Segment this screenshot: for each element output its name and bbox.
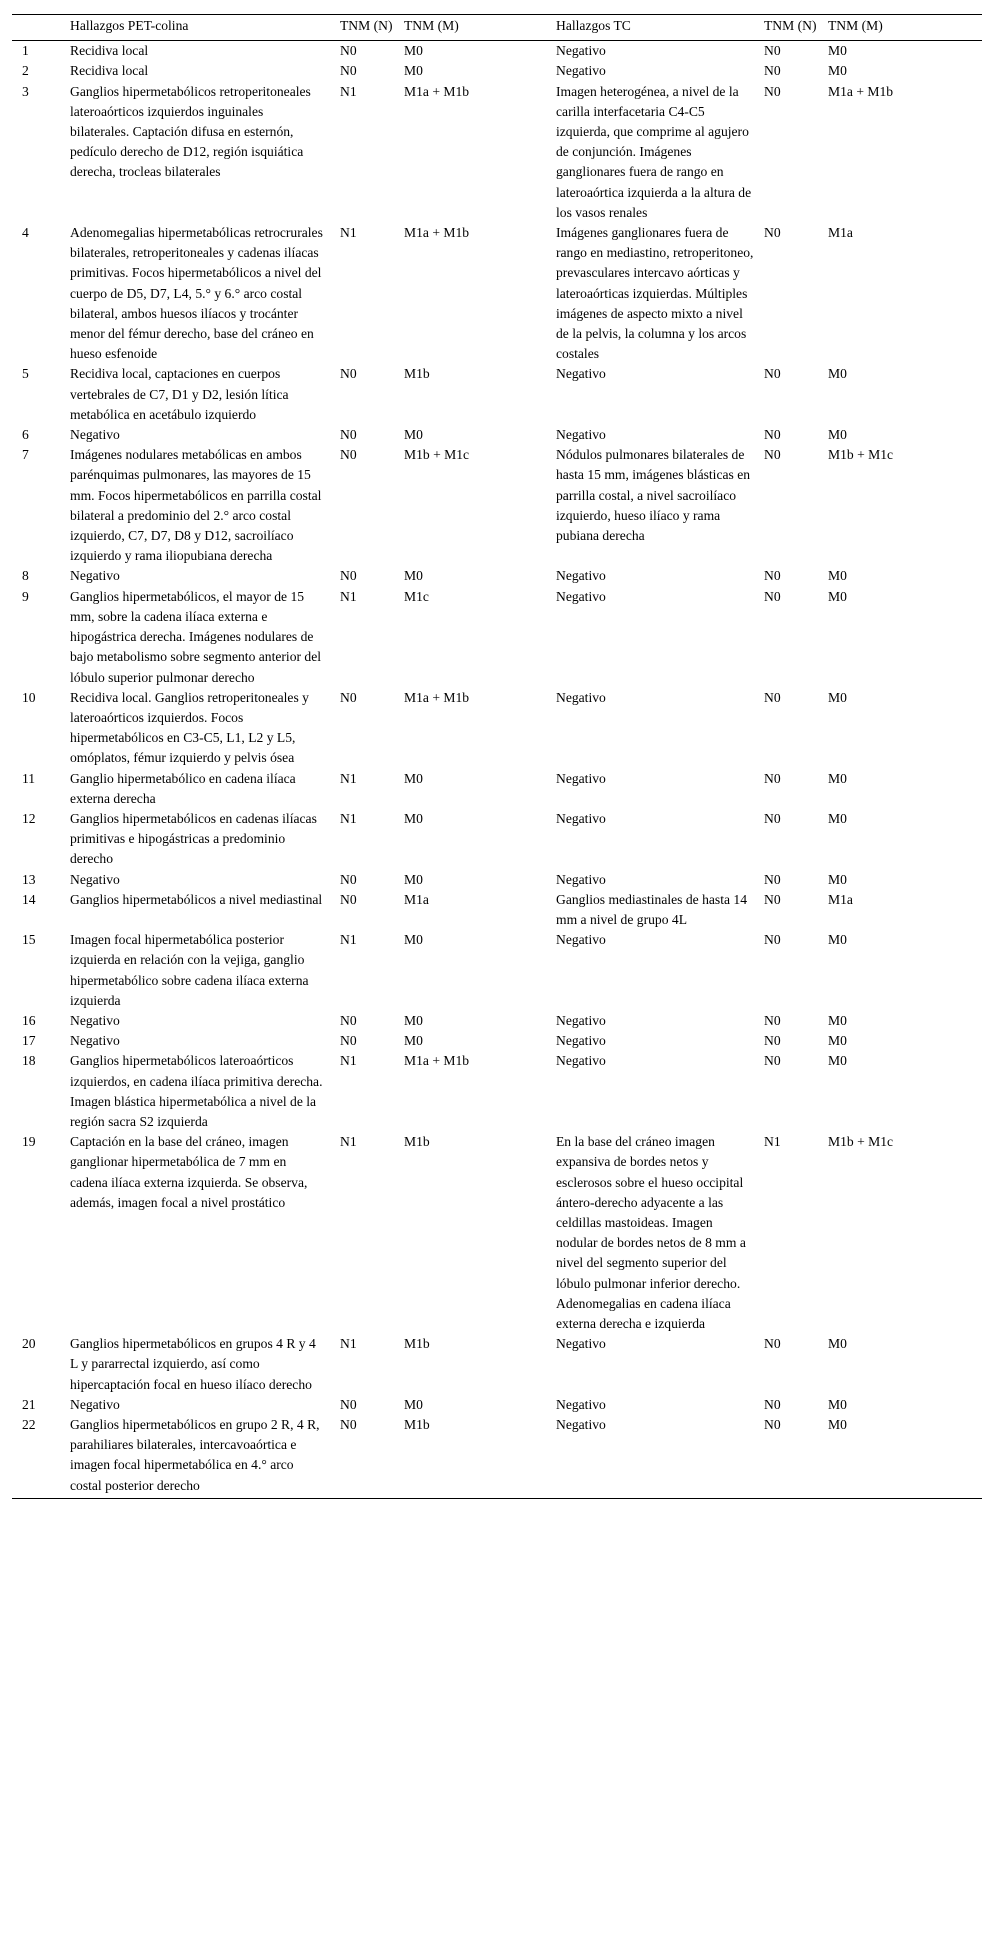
pet-findings: Ganglios hipermetabólicos, el mayor de 15 mm, sobre la cadena ilíaca externa e hipogástrica derecha. Imágenes nodulares de bajo metabolismo sobre segmento anterior del lóbulo superior pulmonar derecho bbox=[70, 588, 322, 685]
table-row bbox=[12, 890, 982, 930]
pet-tnm-n: N0 bbox=[340, 366, 357, 382]
table-header bbox=[12, 15, 982, 41]
table-row bbox=[12, 1051, 982, 1132]
tc-findings: Negativo bbox=[556, 871, 606, 887]
pet-tnm-m: M0 bbox=[404, 1396, 423, 1412]
row-number: 20 bbox=[22, 1336, 36, 1352]
tc-tnm-n: N0 bbox=[764, 932, 781, 948]
pet-tnm-n: N1 bbox=[340, 1134, 357, 1150]
table-row bbox=[12, 1334, 982, 1395]
tc-tnm-m: M0 bbox=[828, 1336, 847, 1352]
tc-tnm-m: M0 bbox=[828, 1396, 847, 1412]
pet-findings: Captación en la base del cráneo, imagen ganglionar hipermetabólica de 7 mm en cadena ilíaca externa izquierda. Se observa, además, imagen focal a nivel prostático bbox=[70, 1134, 308, 1210]
row-number: 8 bbox=[22, 568, 29, 584]
row-number: 21 bbox=[22, 1396, 36, 1412]
header-pet-tnm-m: TNM (M) bbox=[404, 15, 556, 41]
row-number: 2 bbox=[22, 63, 29, 79]
pet-tnm-m: M0 bbox=[404, 810, 423, 826]
pet-tnm-m: M0 bbox=[404, 427, 423, 443]
pet-tnm-m: M1b bbox=[404, 366, 430, 382]
pet-findings: Ganglios hipermetabólicos lateroaórticos izquierdos, en cadena ilíaca primitiva derecha. Imagen blástica hipermetabólica a nivel de la región sacra S2 izquierda bbox=[70, 1053, 323, 1129]
tc-tnm-m: M1b + M1c bbox=[828, 447, 894, 463]
row-number: 12 bbox=[22, 810, 36, 826]
table-row bbox=[12, 587, 982, 688]
tc-tnm-n: N0 bbox=[764, 568, 781, 584]
pet-tnm-n: N1 bbox=[340, 83, 357, 99]
header-tc-findings: Hallazgos TC bbox=[556, 15, 764, 41]
table-row bbox=[12, 82, 982, 223]
tc-findings: Negativo bbox=[556, 366, 606, 382]
tc-findings: Negativo bbox=[556, 1053, 606, 1069]
table-row bbox=[12, 223, 982, 364]
tc-tnm-n: N0 bbox=[764, 770, 781, 786]
pet-tnm-n: N0 bbox=[340, 427, 357, 443]
row-number: 14 bbox=[22, 891, 36, 907]
row-number: 11 bbox=[22, 770, 36, 786]
pet-findings: Ganglios hipermetabólicos a nivel mediastinal bbox=[70, 891, 323, 907]
tc-tnm-n: N0 bbox=[764, 1396, 781, 1412]
table-row bbox=[12, 566, 982, 586]
row-number: 5 bbox=[22, 366, 29, 382]
pet-tnm-m: M1b + M1c bbox=[404, 447, 470, 463]
row-number: 15 bbox=[22, 932, 36, 948]
tc-findings: Imagen heterogénea, a nivel de la carilla interfacetaria C4-C5 izquierda, que comprime al agujero de conjunción. Imágenes ganglionares fuera de rango en lateroaórtica izquierda a la altura de los vasos renales bbox=[556, 83, 752, 220]
pet-tnm-m: M0 bbox=[404, 1012, 423, 1028]
tc-tnm-n: N0 bbox=[764, 63, 781, 79]
pet-findings: Ganglios hipermetabólicos en grupos 4 R y 4 L y pararrectal izquierdo, así como hipercaptación focal en hueso ilíaco derecho bbox=[70, 1336, 316, 1392]
row-number: 13 bbox=[22, 871, 36, 887]
tc-findings: Negativo bbox=[556, 427, 606, 443]
pet-findings: Negativo bbox=[70, 568, 120, 584]
tc-tnm-n: N1 bbox=[764, 1134, 781, 1150]
table-row bbox=[12, 870, 982, 890]
pet-tnm-n: N1 bbox=[340, 1336, 357, 1352]
tc-findings: Negativo bbox=[556, 1336, 606, 1352]
row-number: 19 bbox=[22, 1134, 36, 1150]
tc-tnm-m: M0 bbox=[828, 427, 847, 443]
pet-tnm-m: M1a + M1b bbox=[404, 689, 470, 705]
tc-tnm-m: M0 bbox=[828, 932, 847, 948]
pet-tnm-n: N1 bbox=[340, 932, 357, 948]
pet-findings: Imagen focal hipermetabólica posterior izquierda en relación con la vejiga, ganglio hipermetabólico sobre cadena ilíaca externa izquierda bbox=[70, 932, 309, 1008]
tc-findings: Negativo bbox=[556, 63, 606, 79]
pet-tnm-m: M0 bbox=[404, 43, 423, 59]
tc-tnm-m: M0 bbox=[828, 810, 847, 826]
pet-tnm-m: M1b bbox=[404, 1336, 430, 1352]
row-number: 3 bbox=[22, 83, 29, 99]
tc-findings: Imágenes ganglionares fuera de rango en mediastino, retroperitoneo, prevasculares intercavo aórticas y lateroaórticas izquierdas. Múltiples imágenes de aspecto mixto a nivel de la pelvis, la columna y los arcos costales bbox=[556, 225, 754, 362]
tc-findings: Negativo bbox=[556, 1396, 606, 1412]
tc-tnm-m: M0 bbox=[828, 588, 847, 604]
tc-tnm-n: N0 bbox=[764, 43, 781, 59]
tc-tnm-m: M0 bbox=[828, 770, 847, 786]
tc-findings: Negativo bbox=[556, 770, 606, 786]
tc-tnm-m: M1a bbox=[828, 891, 853, 907]
pet-tnm-n: N0 bbox=[340, 1033, 357, 1049]
pet-tnm-n: N0 bbox=[340, 871, 357, 887]
pet-findings: Adenomegalias hipermetabólicas retrocrurales bilaterales, retroperitoneales y cadenas ilíacas primitivas. Focos hipermetabólicos a nivel del cuerpo de D5, D7, L4, 5.° y 6.° arco costal bilateral, ambos huesos ilíacos y trocánter menor del fémur derecho, base del cráneo en hueso esfenoide bbox=[70, 225, 323, 362]
tc-findings: Negativo bbox=[556, 689, 606, 705]
pet-findings: Ganglio hipermetabólico en cadena ilíaca externa derecha bbox=[70, 770, 296, 806]
pet-tnm-m: M1b bbox=[404, 1134, 430, 1150]
row-number: 10 bbox=[22, 689, 36, 705]
pet-findings: Negativo bbox=[70, 1396, 120, 1412]
pet-tnm-n: N1 bbox=[340, 770, 357, 786]
tc-tnm-m: M0 bbox=[828, 871, 847, 887]
pet-findings: Negativo bbox=[70, 1012, 120, 1028]
tc-findings: Negativo bbox=[556, 1415, 764, 1498]
pet-tnm-m: M0 bbox=[404, 871, 423, 887]
table-row bbox=[12, 809, 982, 870]
tc-tnm-m: M0 bbox=[828, 568, 847, 584]
pet-findings: Recidiva local, captaciones en cuerpos vertebrales de C7, D1 y D2, lesión lítica metabólica en acetábulo izquierdo bbox=[70, 366, 289, 422]
pet-findings: Recidiva local. Ganglios retroperitoneales y lateroaórticos izquierdos. Focos hipermetabólicos en C3-C5, L1, L2 y L5, omóplatos, fémur izquierdo y pelvis ósea bbox=[70, 689, 309, 766]
tc-findings: Negativo bbox=[556, 588, 606, 604]
tc-tnm-n: N0 bbox=[764, 1415, 828, 1498]
table-row bbox=[12, 769, 982, 809]
tc-findings: Negativo bbox=[556, 1012, 606, 1028]
header-tc-tnm-m: TNM (M) bbox=[828, 15, 982, 41]
table-row bbox=[12, 930, 982, 1011]
tc-tnm-m: M0 bbox=[828, 366, 847, 382]
tc-tnm-n: N0 bbox=[764, 427, 781, 443]
header-pet-tnm-n: TNM (N) bbox=[340, 15, 404, 41]
pet-tnm-n: N0 bbox=[340, 568, 357, 584]
tc-tnm-n: N0 bbox=[764, 1012, 781, 1028]
pet-tnm-m: M1a + M1b bbox=[404, 225, 470, 241]
tc-findings: Nódulos pulmonares bilaterales de hasta 15 mm, imágenes blásticas en parrilla costal, a nivel sacroilíaco izquierdo, hueso ilíaco y rama pubiana derecha bbox=[556, 447, 751, 544]
row-number: 17 bbox=[22, 1033, 36, 1049]
tc-tnm-m: M1a bbox=[828, 225, 853, 241]
table-row bbox=[12, 61, 982, 81]
tc-tnm-n: N0 bbox=[764, 891, 781, 907]
tc-tnm-n: N0 bbox=[764, 689, 781, 705]
pet-tnm-n: N0 bbox=[340, 1396, 357, 1412]
pet-findings: Imágenes nodulares metabólicas en ambos parénquimas pulmonares, las mayores de 15 mm. Focos hipermetabólicos en parrilla costal bilateral a predominio del 2.° arco costal izquierdo, C7, D7, D8 y D12, sacroilíaco izquierdo y rama iliopubiana derecha bbox=[70, 447, 322, 564]
tc-findings: En la base del cráneo imagen expansiva de bordes netos y esclerosos sobre el hueso occipital ántero-derecho adyacente a las celdillas mastoideas. Imagen nodular de bordes netos de 8 mm a nivel del segmento superior del lóbulo pulmonar inferior derecho. Adenomegalias en cadena ilíaca externa derecha e izquierda bbox=[556, 1134, 746, 1331]
table-row bbox=[12, 1031, 982, 1051]
pet-tnm-n: N0 bbox=[340, 1415, 404, 1498]
tc-tnm-n: N0 bbox=[764, 1336, 781, 1352]
tc-findings: Negativo bbox=[556, 43, 606, 59]
pet-tnm-n: N0 bbox=[340, 63, 357, 79]
row-number: 7 bbox=[22, 447, 29, 463]
tc-findings: Negativo bbox=[556, 1033, 606, 1049]
pet-tnm-m: M1a + M1b bbox=[404, 83, 470, 99]
table-row bbox=[12, 364, 982, 425]
tc-tnm-m: M0 bbox=[828, 689, 847, 705]
table-row bbox=[12, 1415, 982, 1498]
table-row bbox=[12, 1132, 982, 1334]
pet-findings: Negativo bbox=[70, 871, 120, 887]
table-row bbox=[12, 41, 982, 62]
row-number: 18 bbox=[22, 1053, 36, 1069]
header-pet-findings: Hallazgos PET-colina bbox=[70, 15, 340, 41]
table-row bbox=[12, 1011, 982, 1031]
pet-findings: Negativo bbox=[70, 427, 120, 443]
pet-tnm-n: N0 bbox=[340, 1012, 357, 1028]
header-number bbox=[12, 15, 70, 41]
tc-findings: Ganglios mediastinales de hasta 14 mm a nivel de grupo 4L bbox=[556, 891, 748, 927]
pet-tnm-m: M0 bbox=[404, 63, 423, 79]
row-number: 22 bbox=[12, 1415, 70, 1498]
pet-tnm-n: N1 bbox=[340, 810, 357, 826]
tc-tnm-n: N0 bbox=[764, 447, 781, 463]
row-number: 6 bbox=[22, 427, 29, 443]
tc-tnm-m: M1a + M1b bbox=[828, 83, 894, 99]
pet-findings: Ganglios hipermetabólicos en cadenas ilíacas primitivas e hipogástricas a predominio derecho bbox=[70, 810, 317, 867]
pet-tnm-m: M0 bbox=[404, 1033, 423, 1049]
tc-tnm-m: M1b + M1c bbox=[828, 1134, 894, 1150]
tc-tnm-n: N0 bbox=[764, 83, 781, 99]
pet-findings: Recidiva local bbox=[70, 63, 149, 79]
table-body bbox=[12, 41, 982, 1499]
pet-tnm-n: N0 bbox=[340, 43, 357, 59]
table-row bbox=[12, 1395, 982, 1415]
tc-tnm-m: M0 bbox=[828, 1053, 847, 1069]
row-number: 1 bbox=[22, 43, 29, 59]
pet-tnm-n: N0 bbox=[340, 891, 357, 907]
pet-tnm-n: N0 bbox=[340, 689, 357, 705]
pet-tnm-m: M1a bbox=[404, 891, 429, 907]
tc-tnm-n: N0 bbox=[764, 810, 781, 826]
pet-findings: Negativo bbox=[70, 1033, 120, 1049]
tc-findings: Negativo bbox=[556, 568, 606, 584]
row-number: 9 bbox=[22, 588, 29, 604]
tc-findings: Negativo bbox=[556, 932, 606, 948]
tc-tnm-m: M0 bbox=[828, 43, 847, 59]
pet-tnm-n: N1 bbox=[340, 588, 357, 604]
header-row bbox=[12, 15, 982, 41]
tc-tnm-n: N0 bbox=[764, 366, 781, 382]
table-row bbox=[12, 425, 982, 445]
pet-tnm-m: M1a + M1b bbox=[404, 1053, 470, 1069]
pet-tnm-m: M0 bbox=[404, 770, 423, 786]
pet-findings: Ganglios hipermetabólicos en grupo 2 R, 4 R, parahiliares bilaterales, intercavoaórtica e imagen focal hipermetabólica en 4.° arco costal posterior derecho bbox=[70, 1415, 340, 1498]
tc-tnm-m: M0 bbox=[828, 1415, 982, 1498]
pet-tnm-n: N1 bbox=[340, 225, 357, 241]
table-row bbox=[12, 688, 982, 769]
row-number: 16 bbox=[22, 1012, 36, 1028]
tc-tnm-m: M0 bbox=[828, 63, 847, 79]
pet-findings: Ganglios hipermetabólicos retroperitoneales lateroaórticos izquierdos inguinales bilaterales. Captación difusa en esternón, pedículo derecho de D12, región isquiática derecha, trocleas bilaterales bbox=[70, 83, 311, 180]
pet-tnm-n: N1 bbox=[340, 1053, 357, 1069]
tc-tnm-n: N0 bbox=[764, 871, 781, 887]
findings-table bbox=[12, 14, 982, 1499]
tc-tnm-n: N0 bbox=[764, 225, 781, 241]
tc-tnm-n: N0 bbox=[764, 588, 781, 604]
pet-tnm-n: N0 bbox=[340, 447, 357, 463]
tc-tnm-m: M0 bbox=[828, 1012, 847, 1028]
pet-tnm-m: M0 bbox=[404, 932, 423, 948]
tc-tnm-n: N0 bbox=[764, 1053, 781, 1069]
tc-findings: Negativo bbox=[556, 810, 606, 826]
pet-tnm-m: M1c bbox=[404, 588, 429, 604]
tc-tnm-n: N0 bbox=[764, 1033, 781, 1049]
pet-tnm-m: M1b bbox=[404, 1415, 556, 1498]
pet-findings: Recidiva local bbox=[70, 43, 149, 59]
table-row bbox=[12, 445, 982, 566]
tc-tnm-m: M0 bbox=[828, 1033, 847, 1049]
header-tc-tnm-n: TNM (N) bbox=[764, 15, 828, 41]
row-number: 4 bbox=[22, 225, 29, 241]
pet-tnm-m: M0 bbox=[404, 568, 423, 584]
